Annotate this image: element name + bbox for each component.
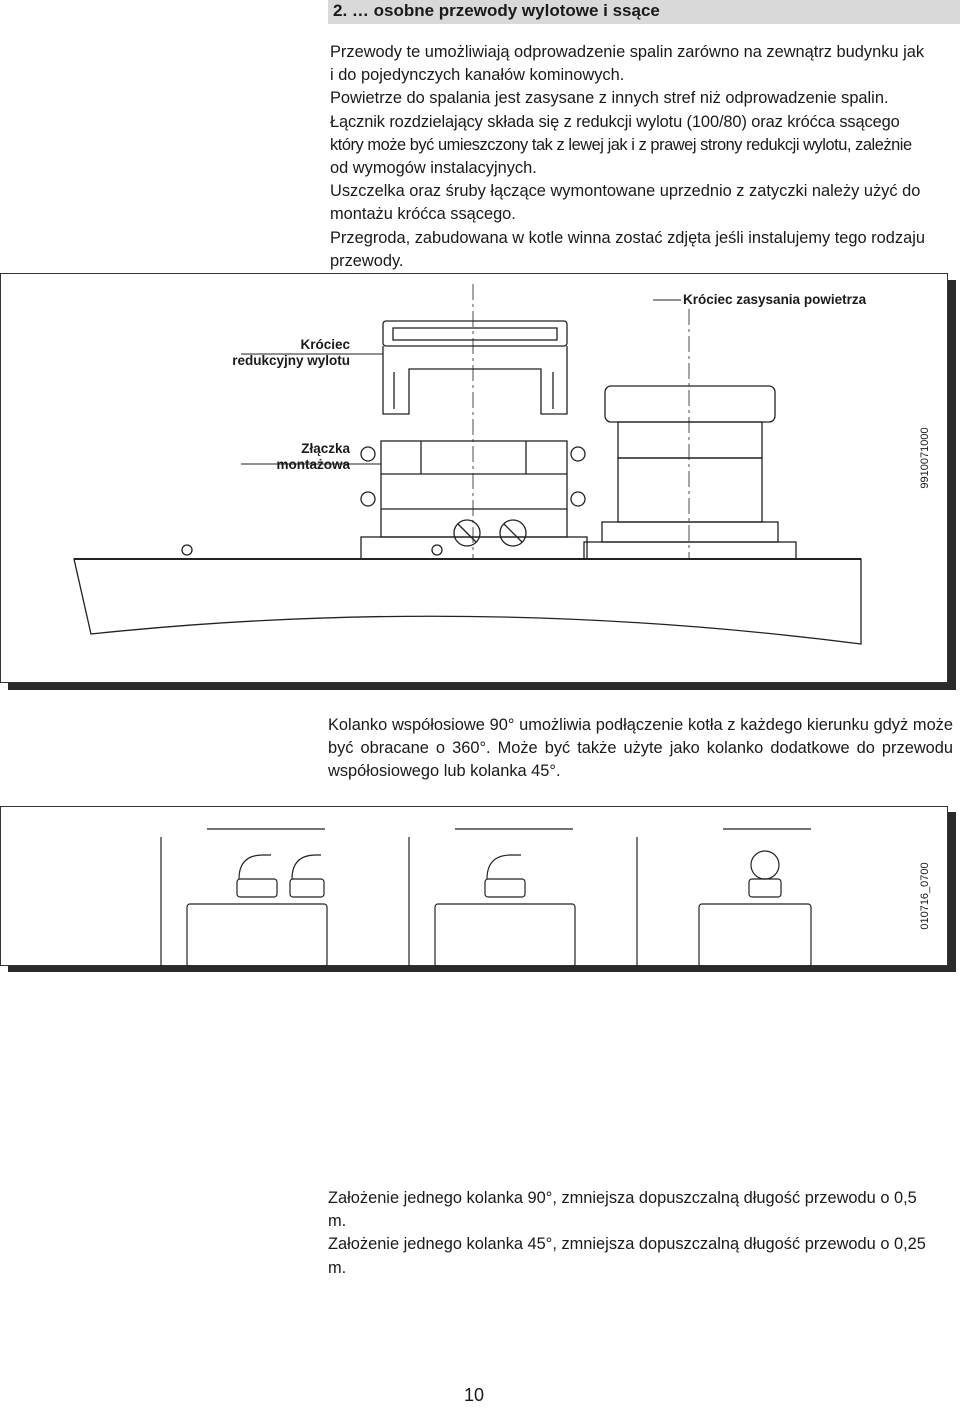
figure2-code: 010716_0700 (919, 862, 931, 930)
label-coupling (230, 441, 350, 473)
note-line: Założenie jednego kolanka 45°, zmniejsza dopuszczalną długość przewodu o 0,25 (328, 1235, 926, 1254)
label-intake: Króciec zasysania powietrza (683, 292, 867, 307)
section-heading: 2. … osobne przewody wylotowe i ssące (333, 1, 660, 20)
page-number: 10 (464, 1385, 485, 1405)
notes (328, 1187, 958, 1280)
figure1-code: 9910071000 (919, 427, 931, 489)
intro-line: Przegroda, zabudowana w kotle winna zostać zdjęta jeśli instalujemy tego rodzaju (330, 228, 925, 247)
intro-line: Uszczelka oraz śruby łączące wymontowane uprzednio z zatyczki należy użyć do (330, 182, 921, 201)
intro-line: montażu króćca ssącego. (330, 205, 516, 224)
intro-line: Powietrze do spalania jest zasysane z innych stref niż odprowadzenie spalin. (330, 89, 889, 108)
label-reduction-line1: Króciec (300, 337, 350, 352)
label-coupling-line2: montażowa (276, 457, 350, 472)
adapter-drawing (1, 274, 949, 684)
note-line: m. (328, 1258, 347, 1277)
boilers-drawing (1, 807, 949, 967)
intro-line: przewody. (330, 251, 404, 270)
note-line: Założenie jednego kolanka 90°, zmniejsza dopuszczalną długość przewodu o 0,5 (328, 1189, 917, 1207)
intro-line: i do pojedynczych kanałów kominowych. (330, 66, 625, 85)
intro-line: Przewody te umożliwiają odprowadzenie spalin zarówno na zewnątrz budynku jak (330, 43, 925, 61)
intro-line: który może być umieszczony tak z lewej jak i z prawej strony redukcji wylotu, zależnie (330, 135, 912, 154)
intro-paragraph (330, 41, 955, 273)
intro-line: Łącznik rozdzielający składa się z redukcji wylotu (100/80) oraz króćca ssącego (330, 112, 900, 131)
figure1-frame (0, 273, 948, 683)
figure2-frame (0, 806, 948, 966)
intro-line: od wymogów instalacyjnych. (330, 159, 537, 178)
label-reduction (230, 337, 350, 369)
elbow-paragraph: Kolanko współosiowe 90° umożliwia podłączenie kotła z każdego kierunku gdyż może być obracane o 360°. Może być także użyte jako kolanko dodatkowe do przewodu współosiowego lub kolanka 45°. (328, 716, 953, 781)
label-coupling-line1: Złączka (301, 441, 350, 456)
note-line: m. (328, 1212, 347, 1231)
label-reduction-line2: redukcyjny wylotu (232, 353, 350, 368)
